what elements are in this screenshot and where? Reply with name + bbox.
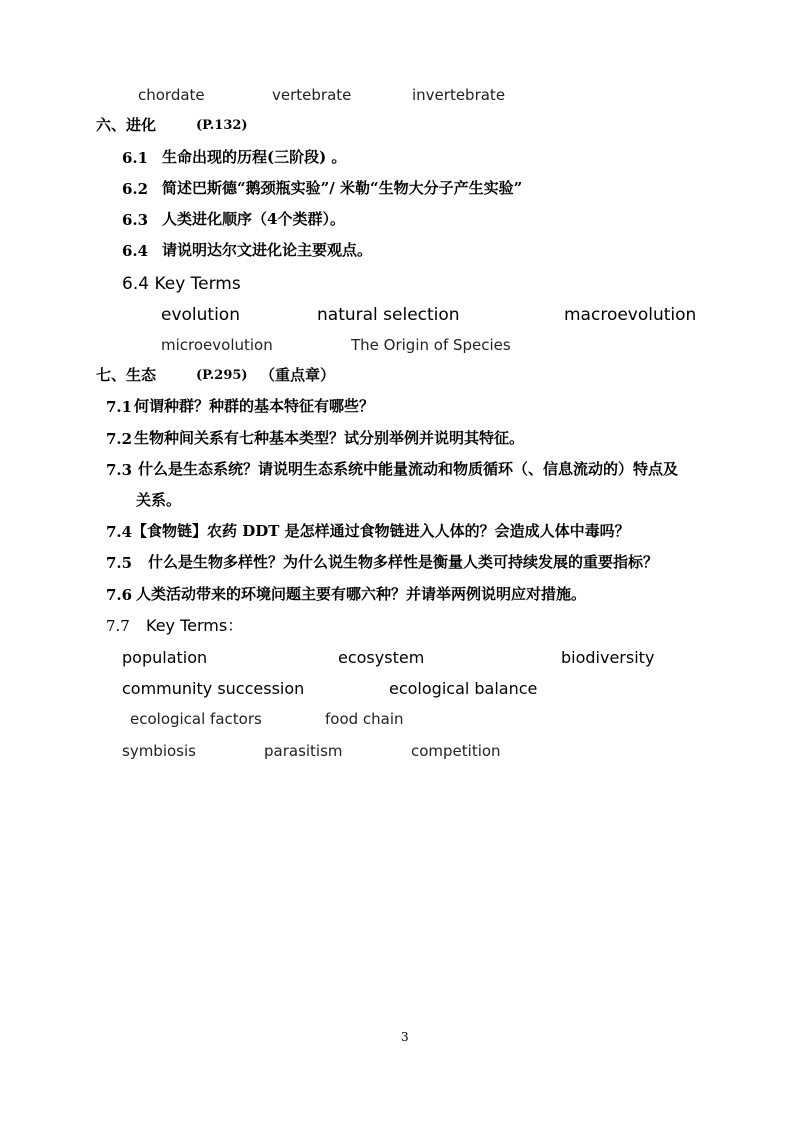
term-ecosystem: ecosystem	[338, 648, 425, 667]
term-vertebrate: vertebrate	[272, 86, 352, 104]
term-microevolution: microevolution	[161, 336, 273, 354]
term-invertebrate: invertebrate	[412, 86, 506, 104]
item-6-2-text: 简述巴斯德“鹅颈瓶实验”/ 米勒“生物大分子产生实验”	[162, 179, 523, 197]
item-6-4-num: 6.4	[122, 242, 149, 260]
section-7-page-ref: (P.295)	[196, 368, 248, 383]
item-7-2-num: 7.2	[106, 430, 133, 448]
item-6-1-num: 6.1	[122, 149, 149, 167]
item-7-4-text: 【食物链】农药 DDT 是怎样通过食物链进入人体的？会造成人体中毒吗？	[132, 522, 630, 540]
section-7-heading: 七、生态	[96, 366, 157, 384]
item-7-5-text: 什么是生物多样性？为什么说生物多样性是衡量人类可持续发展的重要指标？	[148, 553, 659, 571]
item-6-3-text: 人类进化顺序（4个类群）。	[162, 210, 345, 228]
term-ecological-balance: ecological balance	[389, 679, 538, 698]
key-terms-7-num: 7.7	[106, 617, 130, 635]
item-7-1-num: 7.1	[106, 398, 133, 416]
key-terms-6-label: 6.4 Key Terms	[122, 274, 241, 294]
item-6-3-num: 6.3	[122, 211, 149, 229]
item-7-3-text: 什么是生态系统？请说明生态系统中能量流动和物质循环（、信息流动的）特点及	[138, 460, 679, 478]
term-chordate: chordate	[138, 86, 205, 104]
item-7-2-text: 生物种间关系有七种基本类型？试分别举例并说明其特征。	[134, 429, 525, 447]
term-population: population	[122, 648, 208, 667]
item-7-5-num: 7.5	[106, 554, 133, 572]
item-7-6-num: 7.6	[106, 586, 133, 604]
term-biodiversity: biodiversity	[561, 648, 655, 667]
term-macroevolution: macroevolution	[564, 305, 697, 325]
term-parasitism: parasitism	[264, 742, 343, 760]
term-food-chain: food chain	[325, 710, 404, 728]
item-7-1-text: 何谓种群？种群的基本特征有哪些？	[134, 397, 375, 415]
term-symbiosis: symbiosis	[122, 742, 196, 760]
item-7-3-num: 7.3	[106, 461, 133, 479]
section-7-note: （重点章）	[260, 366, 336, 384]
term-competition: competition	[411, 742, 501, 760]
term-ecological-factors: ecological factors	[130, 710, 262, 728]
key-terms-7-label: Key Terms：	[146, 616, 244, 635]
section-6-page-ref: (P.132)	[196, 118, 248, 133]
page-number: 3	[401, 1030, 409, 1044]
item-7-6-text: 人类活动带来的环境问题主要有哪六种？并请举两例说明应对措施。	[136, 585, 587, 603]
term-origin-of-species: The Origin of Species	[351, 336, 511, 354]
item-7-3-continuation: 关系。	[136, 491, 182, 509]
item-7-4-num: 7.4	[106, 523, 133, 541]
term-community-succession: community succession	[122, 679, 305, 698]
term-evolution: evolution	[161, 305, 240, 325]
item-6-1-text: 生命出现的历程(三阶段) 。	[162, 148, 347, 166]
item-6-4-text: 请说明达尔文进化论主要观点。	[162, 241, 373, 259]
item-6-2-num: 6.2	[122, 180, 149, 198]
term-natural-selection: natural selection	[317, 305, 460, 325]
section-6-heading: 六、进化	[96, 116, 157, 134]
